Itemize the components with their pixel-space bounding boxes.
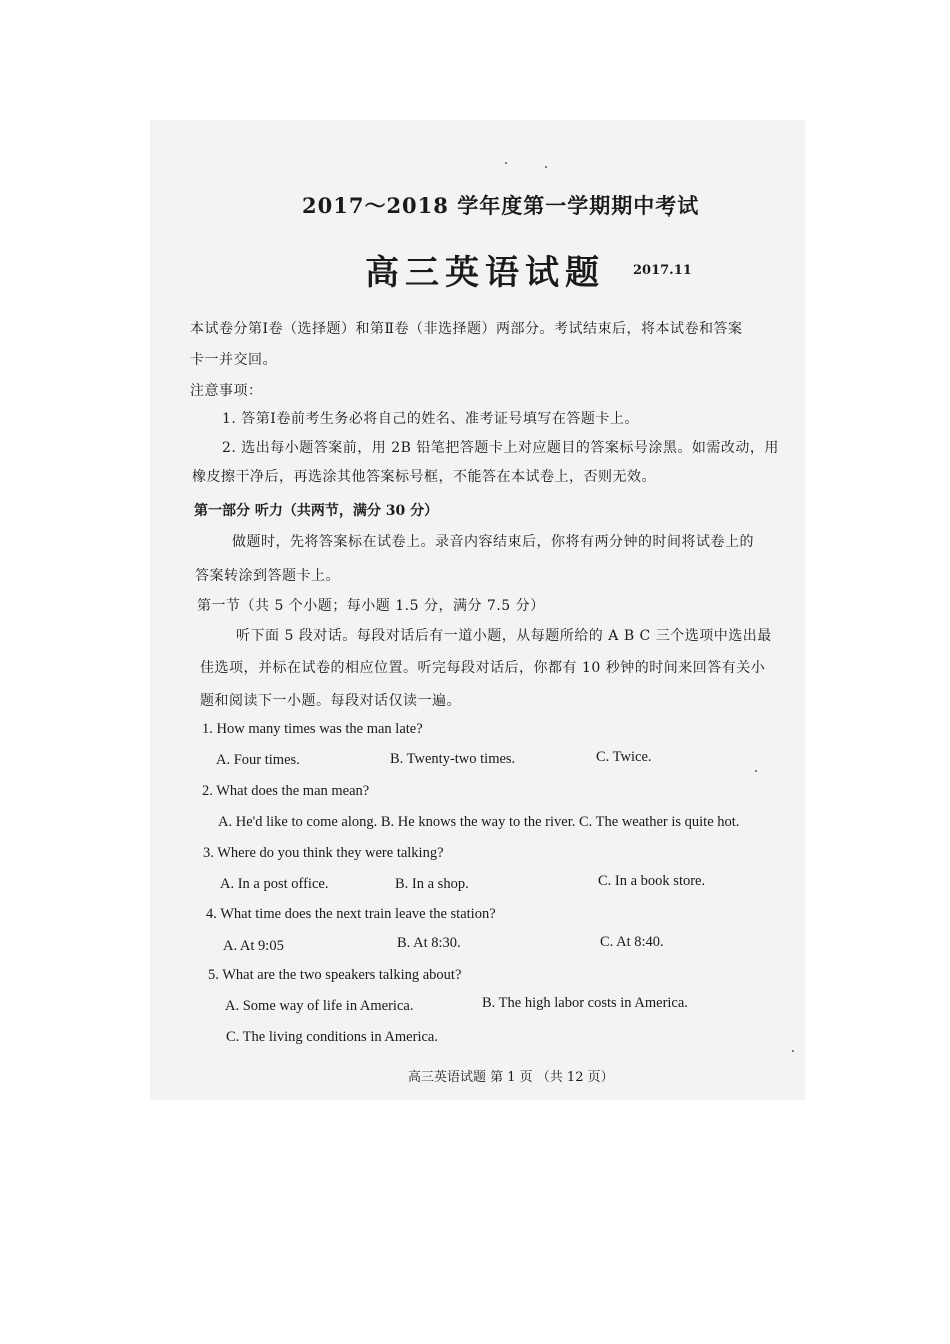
scan-speck xyxy=(755,770,757,772)
q4-option-b: B. At 8:30. xyxy=(397,935,461,951)
scan-speck xyxy=(792,1050,794,1052)
intro-line-2: 卡一并交回。 xyxy=(190,352,277,368)
q4-option-c: C. At 8:40. xyxy=(600,934,664,950)
note-1: 1. 答第Ⅰ卷前考生务必将自己的姓名、准考证号填写在答题卡上。 xyxy=(222,411,639,427)
section1-desc-line-1: 听下面 5 段对话。每段对话后有一道小题，从每题所给的 A B C 三个选项中选出最 xyxy=(236,628,772,644)
scan-speck xyxy=(545,166,547,168)
section1-desc-line-2: 佳选项，并标在试卷的相应位置。听完每段对话后，你都有 10 秒钟的时间来回答有关小 xyxy=(200,660,766,676)
question-2: 2. What does the man mean? xyxy=(202,783,370,799)
q1-option-a: A. Four times. xyxy=(216,752,300,768)
q5-option-a: A. Some way of life in America. xyxy=(225,998,414,1014)
part1-heading: 第一部分 听力（共两节，满分 30 分） xyxy=(194,503,439,519)
q5-option-c: C. The living conditions in America. xyxy=(226,1029,438,1045)
q4-option-a: A. At 9:05 xyxy=(223,938,284,954)
exam-title: 2017～2018 学年度第一学期期中考试 xyxy=(302,193,700,218)
q1-option-c: C. Twice. xyxy=(596,749,652,765)
note-2-line-1: 2. 选出每小题答案前，用 2B 铅笔把答题卡上对应题目的答案标号涂黑。如需改动，用 xyxy=(222,440,779,456)
exam-date: 2017.11 xyxy=(633,263,692,278)
question-3: 3. Where do you think they were talking? xyxy=(203,845,444,861)
section1-heading: 第一节（共 5 个小题；每小题 1.5 分，满分 7.5 分） xyxy=(197,598,545,614)
q2-options: A. He'd like to come along. B. He knows the way to the river. C. The weather is quite hot. xyxy=(218,814,740,830)
notice-heading: 注意事项： xyxy=(190,383,263,399)
section1-desc-line-3: 题和阅读下一小题。每段对话仅读一遍。 xyxy=(200,693,461,709)
intro-line-1: 本试卷分第Ⅰ卷（选择题）和第Ⅱ卷（非选择题）两部分。考试结束后，将本试卷和答案 xyxy=(190,321,743,337)
part1-desc-line-1: 做题时，先将答案标在试卷上。录音内容结束后，你将有两分钟的时间将试卷上的 xyxy=(232,534,754,550)
part1-desc-line-2: 答案转涂到答题卡上。 xyxy=(195,568,340,584)
note-2-line-2: 橡皮擦干净后，再选涂其他答案标号框，不能答在本试卷上，否则无效。 xyxy=(192,469,656,485)
subject-title: 高三英语试题 xyxy=(365,253,605,293)
q3-option-a: A. In a post office. xyxy=(220,876,329,892)
question-1: 1. How many times was the man late? xyxy=(202,721,423,737)
question-5: 5. What are the two speakers talking about? xyxy=(208,967,462,983)
q5-option-b: B. The high labor costs in America. xyxy=(482,995,688,1011)
page-footer: 高三英语试题 第 1 页 （共 12 页） xyxy=(408,1070,614,1085)
question-4: 4. What time does the next train leave the station? xyxy=(206,906,496,922)
q3-option-b: B. In a shop. xyxy=(395,876,469,892)
q1-option-b: B. Twenty-two times. xyxy=(390,751,516,767)
scan-speck xyxy=(505,162,507,164)
q3-option-c: C. In a book store. xyxy=(598,873,706,889)
